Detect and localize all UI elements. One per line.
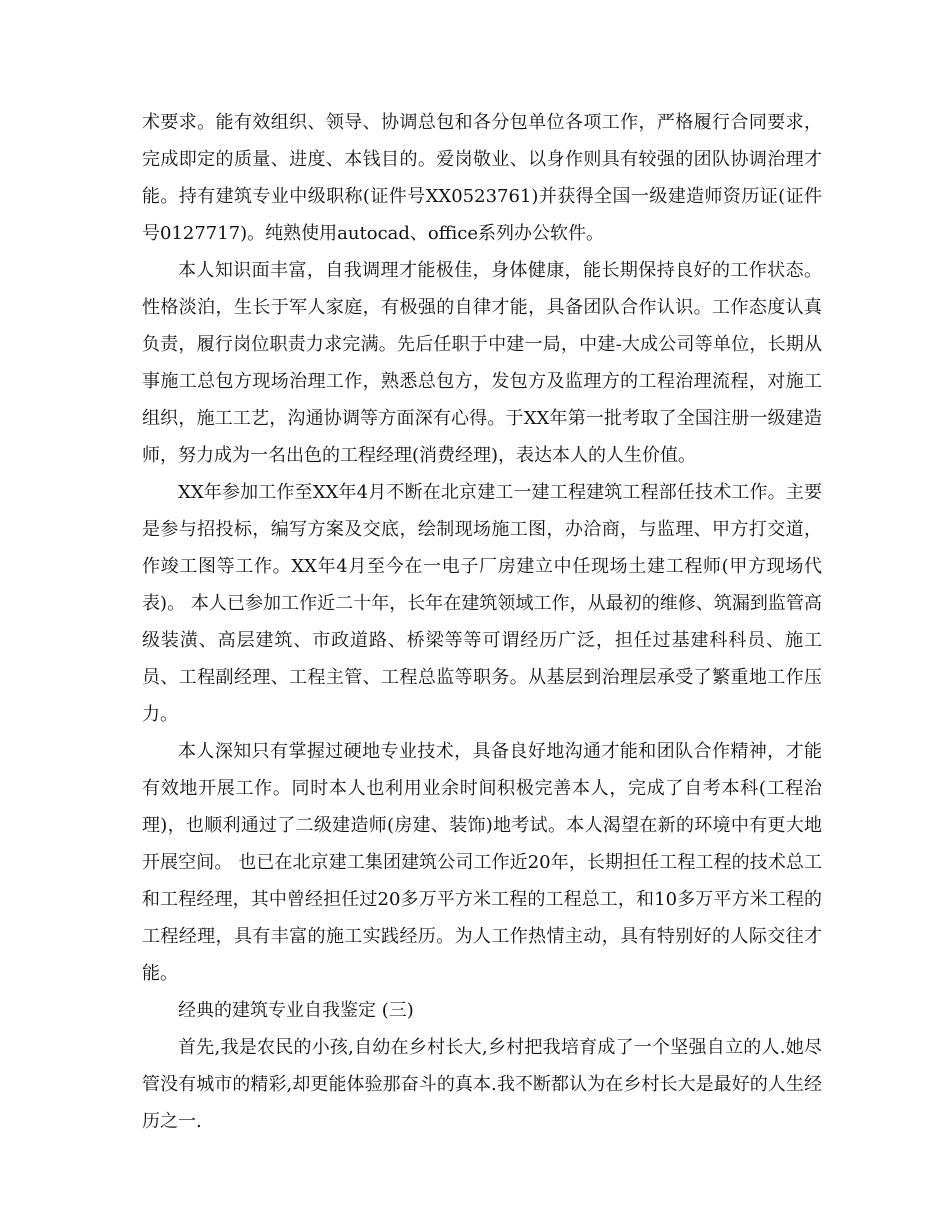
paragraph-3: XX年参加工作至XX年4月不断在北京建工一建工程建筑工程部任技术工作。主要是参与招投标，编写方案及交底，绘制现场施工图，办洽商，与监理、甲方打交道，作竣工图等工作。XX年4月至今在一电子厂房建立中任现场土建工程师(甲方现场代表)。 本人已参加工作近二十年，长年在建筑领域工作，从最初的维修、筑漏到监管高级装潢、高层建筑、市政道路、桥梁等等可谓经历广泛，担任过基建科科员、施工员、工程副经理、工程主管、工程总监等职务。从基层到治理层承受了繁重地工作压力。 — [142, 482, 822, 725]
document-body — [142, 104, 822, 1140]
paragraph-5: 首先,我是农民的小孩,自幼在乡村长大,乡村把我培育成了一个坚强自立的人.她尽管没有城市的精彩,却更能体验那奋斗的真本.我不断都认为在乡村长大是最好的人生经历之一. — [142, 1037, 822, 1132]
section-heading: 经典的建筑专业自我鉴定 (三) — [178, 1000, 414, 1021]
paragraph-1: 术要求。能有效组织、领导、协调总包和各分包单位各项工作，严格履行合同要求，完成即定的质量、进度、本钱目的。爱岗敬业、以身作则具有较强的团队协调治理才能。持有建筑专业中级职称(证件号XX0523761)并获得全国一级建造师资历证(证件号0127717)。纯熟使用autocad、office系列办公软件。 — [142, 112, 822, 244]
paragraph-4: 本人深知只有掌握过硬地专业技术，具备良好地沟通才能和团队合作精神，才能有效地开展工作。同时本人也利用业余时间积极完善本人，完成了自考本科(工程治理)，也顺利通过了二级建造师(房建、装饰)地考试。本人渴望在新的环境中有更大地开展空间。 也已在北京建工集团建筑公司工作近20年，长期担任工程工程的技术总工和工程经理，其中曾经担任过20多万平方米工程的工程总工，和10多万平方米工程的工程经理，具有丰富的施工实践经历。为人工作热情主动，具有特别好的人际交往才能。 — [142, 741, 822, 984]
paragraph-2: 本人知识面丰富，自我调理才能极佳，身体健康，能长期保持良好的工作状态。性格淡泊，生长于军人家庭，有极强的自律才能，具备团队合作认识。工作态度认真负责，履行岗位职责力求完满。先后任职于中建一局，中建-大成公司等单位，长期从事施工总包方现场治理工作，熟悉总包方，发包方及监理方的工程治理流程，对施工组织，施工工艺，沟通协调等方面深有心得。于XX年第一批考取了全国注册一级建造师，努力成为一名出色的工程经理(消费经理)，表达本人的人生价值。 — [142, 260, 822, 466]
